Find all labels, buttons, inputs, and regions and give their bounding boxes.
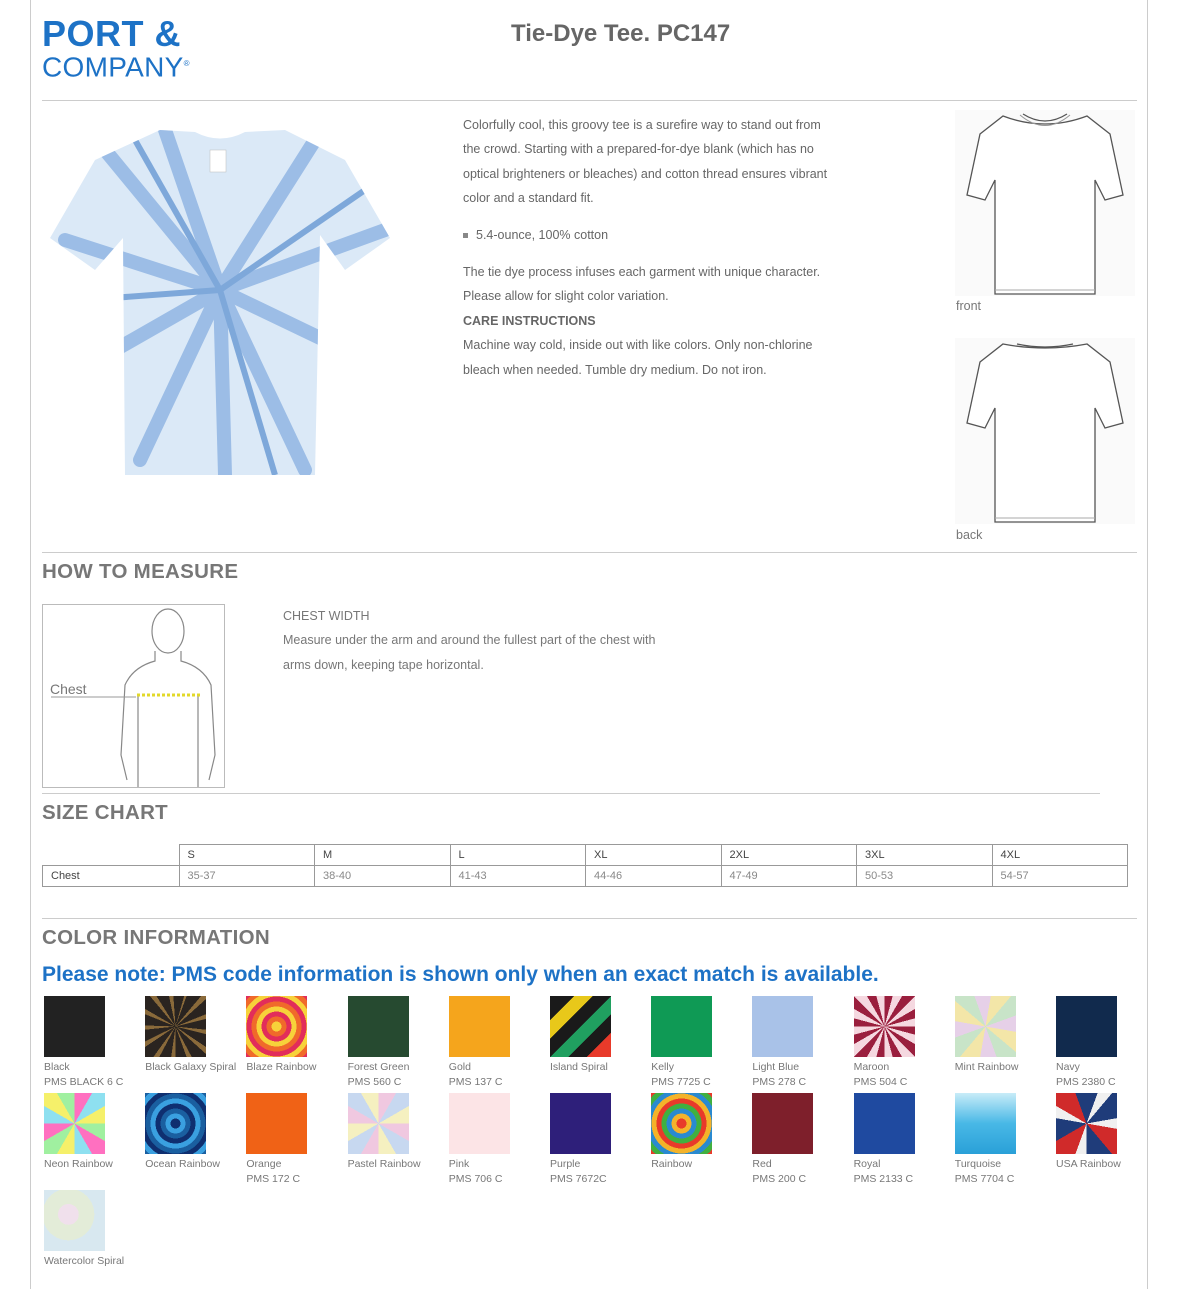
swatch-color-box[interactable] (550, 1093, 611, 1154)
how-to-measure-heading: HOW TO MEASURE (42, 560, 239, 583)
color-swatch[interactable] (752, 1093, 852, 1187)
swatch-name: Gold (448, 1061, 471, 1073)
color-swatch[interactable] (449, 996, 549, 1090)
chest-width-title: CHEST WIDTH (283, 609, 370, 623)
swatch-name: Mint Rainbow (954, 1061, 1019, 1073)
swatch-color-box[interactable] (854, 1093, 915, 1154)
color-swatch[interactable] (348, 1093, 448, 1172)
pms-note: Please note: PMS code information is shown only when an exact match is available. (42, 963, 879, 986)
color-swatch[interactable] (854, 996, 954, 1090)
header-divider (42, 100, 1137, 101)
color-swatch[interactable] (44, 1190, 144, 1269)
color-swatch[interactable] (955, 1093, 1055, 1187)
swatch-color-box[interactable] (44, 1190, 105, 1251)
swatch-name: Pastel Rainbow (347, 1158, 421, 1170)
swatch-pms-code: PMS 560 C (347, 1076, 402, 1088)
divider-size (42, 793, 1100, 794)
color-swatch[interactable] (1056, 1093, 1156, 1172)
swatch-name: Purple (550, 1158, 581, 1170)
chest-width-text: Measure under the arm and around the fullest part of the chest with arms down, keeping tape horizontal. (283, 633, 656, 672)
size-value-cell: 35-37 (179, 866, 315, 887)
care-heading: CARE INSTRUCTIONS (463, 313, 596, 328)
color-swatch[interactable] (651, 1093, 751, 1172)
swatch-color-box[interactable] (246, 996, 307, 1057)
color-swatch[interactable] (246, 1093, 346, 1187)
color-swatch[interactable] (1056, 996, 1156, 1090)
product-description (463, 113, 833, 211)
swatch-name: Neon Rainbow (44, 1158, 113, 1170)
size-value-cell: 38-40 (315, 866, 451, 887)
chest-row (43, 866, 1128, 887)
swatch-name: Forest Green (347, 1061, 410, 1073)
swatch-color-box[interactable] (246, 1093, 307, 1154)
swatch-color-box[interactable] (651, 996, 712, 1057)
swatch-name: Red (752, 1158, 772, 1170)
color-swatch[interactable] (449, 1093, 549, 1187)
swatch-name: Royal (853, 1158, 881, 1170)
swatch-name: Black Galaxy Spiral (145, 1061, 237, 1073)
brand-line1: PORT & (42, 13, 182, 54)
swatch-pms-code: PMS 278 C (752, 1076, 807, 1088)
swatch-name: Light Blue (752, 1061, 800, 1073)
swatch-pms-code: PMS 2380 C (1056, 1076, 1116, 1088)
size-header-cell: S (179, 845, 315, 866)
swatch-name: Maroon (853, 1061, 890, 1073)
size-header-cell: M (315, 845, 451, 866)
swatch-color-box[interactable] (145, 996, 206, 1057)
color-swatch[interactable] (854, 1093, 954, 1187)
color-swatch[interactable] (348, 996, 448, 1090)
color-swatch[interactable] (145, 996, 245, 1075)
size-value-cell: 44-46 (586, 866, 722, 887)
swatch-name: Orange (246, 1158, 282, 1170)
size-header-blank (43, 845, 180, 866)
swatch-name: Kelly (651, 1061, 674, 1073)
swatch-color-box[interactable] (955, 996, 1016, 1057)
swatch-pms-code: PMS 706 C (448, 1173, 503, 1185)
swatch-color-box[interactable] (145, 1093, 206, 1154)
color-info-heading: COLOR INFORMATION (42, 926, 270, 949)
front-line-drawing (955, 110, 1135, 296)
size-chart-heading: SIZE CHART (42, 801, 168, 824)
size-value-cell: 41-43 (450, 866, 586, 887)
description-intro: Colorfully cool, this groovy tee is a surefire way to stand out from the crowd. Starting with a prepared-for-dye blank (which has no optical brighteners or bleaches) and cotton thread ensures vibrant color and a standard fit. (463, 118, 828, 206)
brand-line2 (42, 49, 190, 82)
brand-line2-text: COMPANY (42, 51, 184, 83)
swatch-name: Pink (448, 1158, 470, 1170)
swatch-name: Blaze Rainbow (246, 1061, 317, 1073)
swatch-name: Ocean Rainbow (145, 1158, 220, 1170)
swatch-name: Island Spiral (550, 1061, 608, 1073)
registered-mark: ® (183, 59, 190, 68)
chest-figure-label: Chest (50, 681, 87, 697)
swatch-color-box[interactable] (1056, 996, 1117, 1057)
swatch-name: Rainbow (651, 1158, 693, 1170)
swatch-color-box[interactable] (550, 996, 611, 1057)
color-swatch[interactable] (752, 996, 852, 1090)
swatch-pms-code: PMS 172 C (246, 1173, 301, 1185)
swatch-color-box[interactable] (44, 996, 105, 1057)
size-value-cell: 50-53 (857, 866, 993, 887)
swatch-pms-code: PMS 7672C (550, 1173, 607, 1185)
swatch-pms-code: PMS 200 C (752, 1173, 807, 1185)
chest-row-label: Chest (43, 866, 180, 887)
swatch-color-box[interactable] (348, 1093, 409, 1154)
swatch-color-box[interactable] (348, 996, 409, 1057)
swatch-color-box[interactable] (651, 1093, 712, 1154)
size-value-cell: 54-57 (992, 866, 1128, 887)
swatch-pms-code: PMS 7725 C (651, 1076, 711, 1088)
fabric-bullet: 5.4-ounce, 100% cotton (463, 225, 608, 245)
swatch-pms-code: PMS 504 C (853, 1076, 908, 1088)
size-header-cell: 3XL (857, 845, 993, 866)
swatch-color-box[interactable] (955, 1093, 1016, 1154)
size-value-cell: 47-49 (721, 866, 857, 887)
swatch-name: Black (44, 1061, 70, 1073)
color-swatch[interactable] (145, 1093, 245, 1172)
swatch-pms-code: PMS 7704 C (954, 1173, 1015, 1185)
front-view-label: front (956, 299, 982, 313)
product-care (463, 260, 833, 382)
swatch-color-box[interactable] (854, 996, 915, 1057)
swatch-color-box[interactable] (449, 1093, 510, 1154)
size-header-cell: 4XL (992, 845, 1128, 866)
swatch-name: Navy (1056, 1061, 1080, 1073)
size-chart-table (42, 844, 1128, 887)
divider-colors (42, 918, 1137, 919)
color-swatch[interactable] (44, 996, 144, 1090)
divider-measure (42, 552, 1137, 553)
product-image-tie-dye-tee (45, 120, 395, 480)
color-swatch[interactable] (44, 1093, 144, 1172)
swatch-pms-code: PMS 2133 C (853, 1173, 914, 1185)
swatch-name: Turquoise (954, 1158, 1002, 1170)
swatch-color-box[interactable] (752, 996, 813, 1057)
page-title: Tie-Dye Tee. PC147 (511, 20, 731, 47)
swatch-name: Watercolor Spiral (44, 1255, 125, 1267)
swatch-color-box[interactable] (752, 1093, 813, 1154)
swatch-color-box[interactable] (449, 996, 510, 1057)
size-header-cell: 2XL (721, 845, 857, 866)
swatch-name: USA Rainbow (1056, 1158, 1121, 1170)
color-swatch[interactable] (550, 996, 650, 1075)
swatch-pms-code: PMS 137 C (448, 1076, 503, 1088)
back-line-drawing (955, 338, 1135, 524)
swatch-color-box[interactable] (44, 1093, 105, 1154)
color-swatch[interactable] (955, 996, 1055, 1075)
swatch-pms-code: PMS BLACK 6 C (44, 1076, 124, 1088)
color-swatch[interactable] (550, 1093, 650, 1187)
back-view-label: back (956, 528, 983, 542)
chest-width-block (283, 604, 663, 677)
size-header-cell: XL (586, 845, 722, 866)
measure-figure (42, 604, 225, 788)
size-header-cell: L (450, 845, 586, 866)
care-text: Machine way cold, inside out with like colors. Only non-chlorine bleach when needed. Tumble dry medium. Do not iron. (463, 338, 813, 377)
size-header-row (43, 845, 1128, 866)
swatch-color-box[interactable] (1056, 1093, 1117, 1154)
description-process: The tie dye process infuses each garment with unique character. Please allow for slight color variation. (463, 265, 821, 304)
color-swatch[interactable] (651, 996, 751, 1090)
color-swatch[interactable] (246, 996, 346, 1075)
